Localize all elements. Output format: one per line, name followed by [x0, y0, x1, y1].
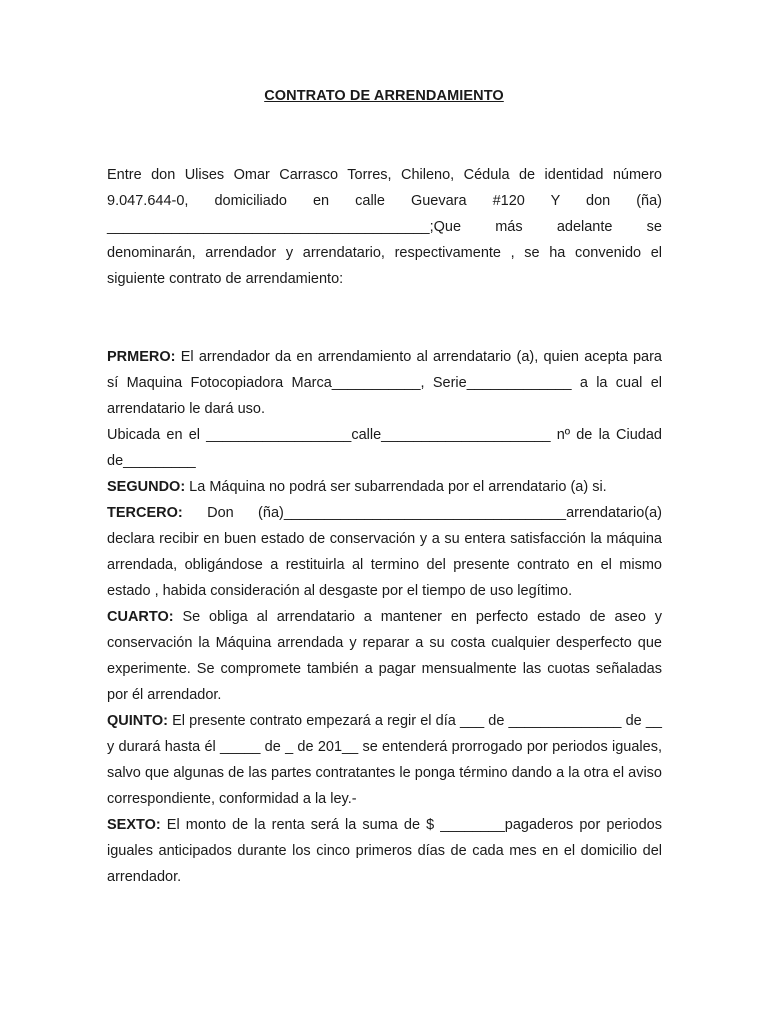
clause-quinto-text: El presente contrato empezará a regir el día ___ de ______________ de __ y durará hasta él _____ de _ de 201__ se entenderá prorrogado por periodos iguales, salvo que algunas de las partes contratantes le ponga término dando a la otra el aviso correspondiente, conformidad a la ley.- [107, 713, 662, 807]
clause-sexto-label: SEXTO: [107, 817, 161, 833]
clause-primero-label: PRMERO: [107, 349, 176, 365]
clause-primero-text: El arrendador da en arrendamiento al arrendatario (a), quien acepta para sí Maquina Fotocopiadora Marca___________, Serie_____________ a la cual el arrendatario le dará uso. [107, 349, 662, 417]
intro-section [107, 162, 662, 292]
intro-paragraph: Entre don Ulises Omar Carrasco Torres, Chileno, Cédula de identidad número 9.047.644-0, domiciliado en calle Guevara #120 Y don (ña) ________________________________________;Que más adelante se denominarán, arrendador y arrendatario, respectivamente , se ha convenido el siguiente contrato de arrendamiento: [107, 167, 662, 287]
clause-segundo [107, 474, 662, 500]
clause-quinto-label: QUINTO: [107, 713, 168, 729]
clause-segundo-label: SEGUNDO: [107, 479, 186, 495]
clause-quinto [107, 708, 662, 812]
clauses-section [107, 344, 662, 890]
clause-tercero-text: Don (ña)___________________________________arrendatario(a) declara recibir en buen estado de conservación y a su entera satisfacción la máquina arrendada, obligándose a restituirla al termino del presente contrato en el mismo estado , habida consideración al desgaste por el tiempo de uso legítimo. [107, 505, 662, 599]
clause-sexto [107, 812, 662, 890]
clause-primero [107, 344, 662, 422]
clause-cuarto-text: Se obliga al arrendatario a mantener en perfecto estado de aseo y conservación la Máquina arrendada y reparar a su costa cualquier desperfecto que experimente. Se compromete también a pagar mensualmente las cuotas señaladas por él arrendador. [107, 609, 662, 703]
clause-tercero [107, 500, 662, 604]
document-title: CONTRATO DE ARRENDAMIENTO [264, 88, 504, 104]
clause-cuarto [107, 604, 662, 708]
clause-tercero-label: TERCERO: [107, 505, 183, 521]
clause-sexto-text: El monto de la renta será la suma de $ ________pagaderos por periodos iguales anticipados durante los cinco primeros días de cada mes en el domicilio del arrendador. [107, 817, 662, 885]
clause-cuarto-label: CUARTO: [107, 609, 174, 625]
clause-segundo-text: La Máquina no podrá ser subarrendada por el arrendatario (a) si. [185, 479, 607, 495]
clause-primero-location: Ubicada en el __________________calle_____________________ nº de la Ciudad de_________ [107, 427, 662, 469]
